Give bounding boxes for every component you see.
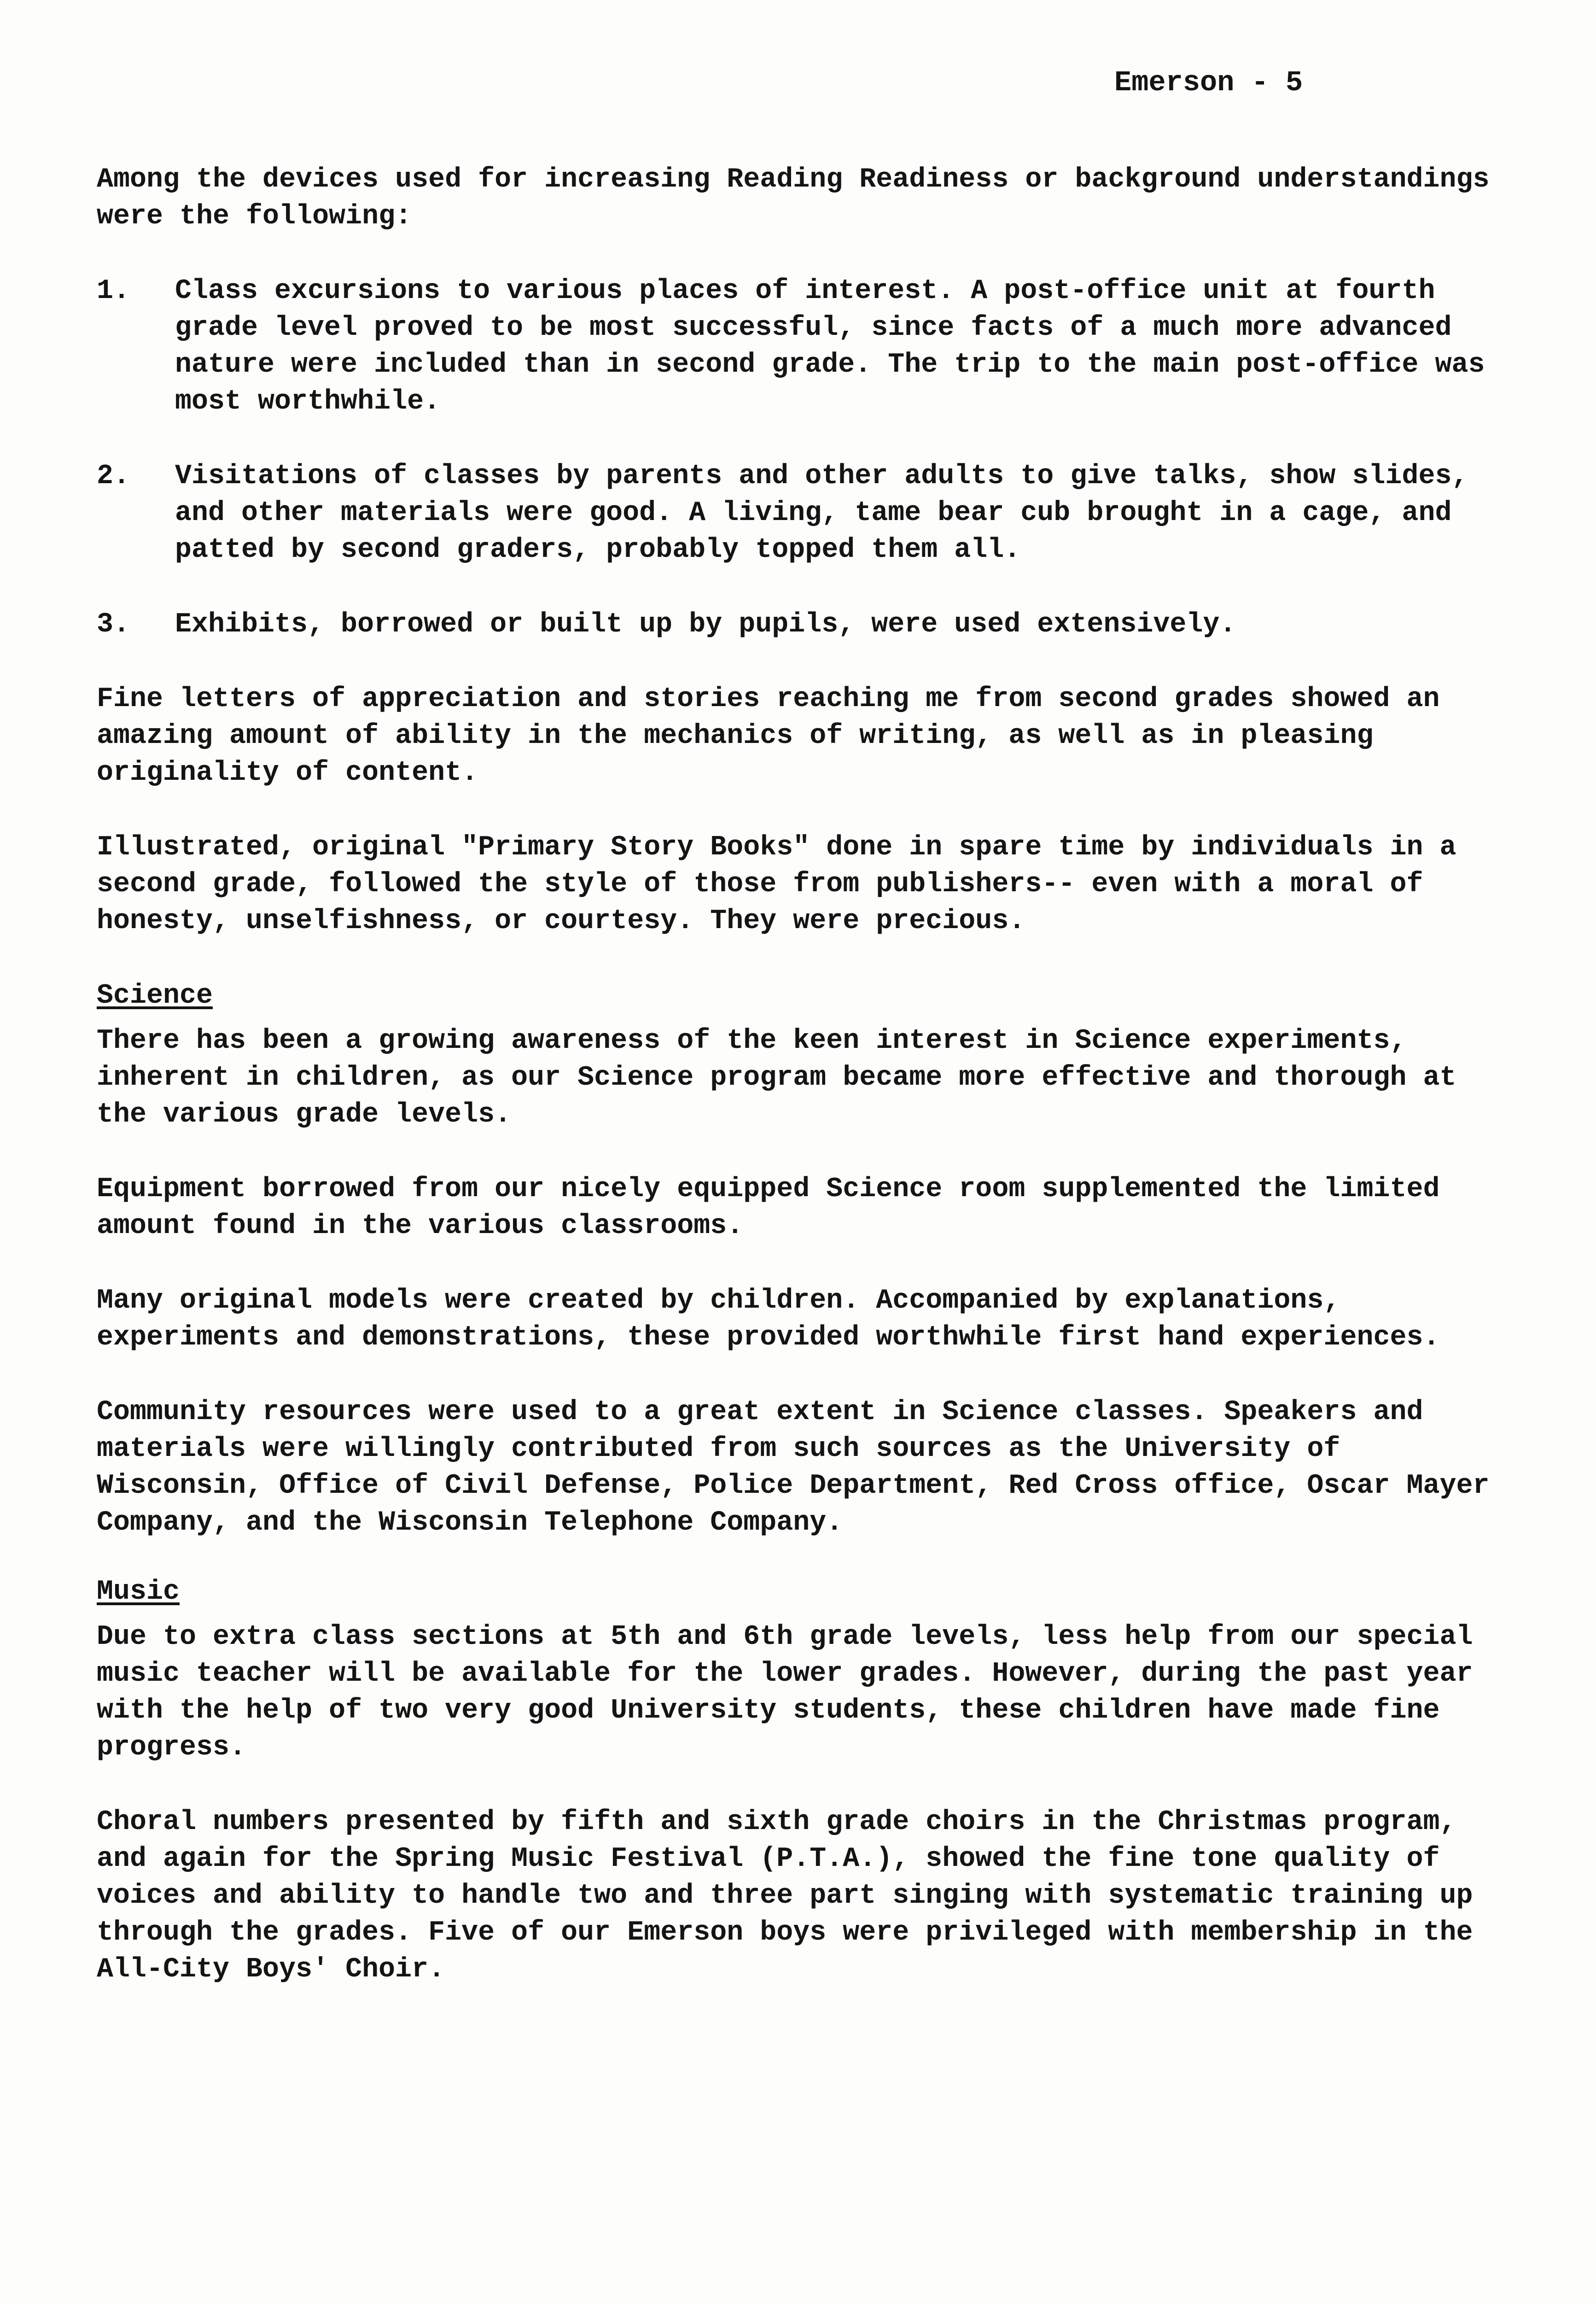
list-item-number: 1. — [97, 275, 130, 307]
document-body — [97, 161, 1515, 2026]
list-item — [97, 606, 1515, 643]
letters-paragraph: Fine letters of appreciation and stories reaching me from second grades showed an amazing amount of ability in the mechanics of writing, as well as in pleasing originality of content. — [97, 684, 1440, 789]
list-item-number: 2. — [97, 461, 130, 492]
story-books-paragraph: Illustrated, original "Primary Story Books" done in spare time by individuals in a second grade, followed the style of those from publishers-- even with a moral of honesty, unselfishness, or courtesy. They were precious. — [97, 832, 1456, 937]
music-paragraph: Due to extra class sections at 5th and 6th grade levels, less help from our special music teacher will be available for the lower grades. However, during the past year with the help of two very good University students, these children have made fine progress. — [97, 1621, 1473, 1763]
list-item — [97, 273, 1515, 420]
music-paragraph: Choral numbers presented by fifth and sixth grade choirs in the Christmas program, and again for the Spring Music Festival (P.T.A.), showed the fine tone quality of voices and ability to handle two and three part singing with systematic training up through the grades. Five of our Emerson boys were privileged with membership in the All-City Boys' Choir. — [97, 1806, 1473, 1985]
science-paragraph: There has been a growing awareness of the keen interest in Science experiments, inherent in children, as our Science program became more effective and thorough at the various grade levels. — [97, 1025, 1456, 1130]
list-item-number: 3. — [97, 609, 130, 640]
list-item-text: Exhibits, borrowed or built up by pupils, were used extensively. — [175, 609, 1236, 640]
science-paragraph: Many original models were created by children. Accompanied by explanations, experiments and demonstrations, these provided worthwhile first hand experiences. — [97, 1285, 1440, 1353]
list-item-text: Visitations of classes by parents and other adults to give talks, show slides, and other materials were good. A living, tame bear cub brought in a cage, and patted by second graders, probably topped them all. — [175, 461, 1468, 566]
intro-paragraph: Among the devices used for increasing Reading Readiness or background understandings were the following: — [97, 164, 1490, 232]
running-header: Emerson - 5 — [1114, 66, 1303, 99]
list-item-text: Class excursions to various places of interest. A post-office unit at fourth grade level proved to be most successful, since facts of a much more advanced nature were included than in second grade. The trip to the main post-office was most worthwhile. — [175, 275, 1485, 417]
list-item — [97, 458, 1515, 568]
science-paragraph: Equipment borrowed from our nicely equipped Science room supplemented the limited amount found in the various classrooms. — [97, 1174, 1440, 1242]
science-paragraph: Community resources were used to a great extent in Science classes. Speakers and materials were willingly contributed from such sources as the University of Wisconsin, Office of Civil Defense, Police Department, Red Cross office, Oscar Mayer Company, and the Wisconsin Telephone Company. — [97, 1397, 1490, 1538]
music-heading: Music — [97, 1576, 180, 1607]
science-heading: Science — [97, 980, 213, 1011]
devices-list — [97, 273, 1515, 643]
